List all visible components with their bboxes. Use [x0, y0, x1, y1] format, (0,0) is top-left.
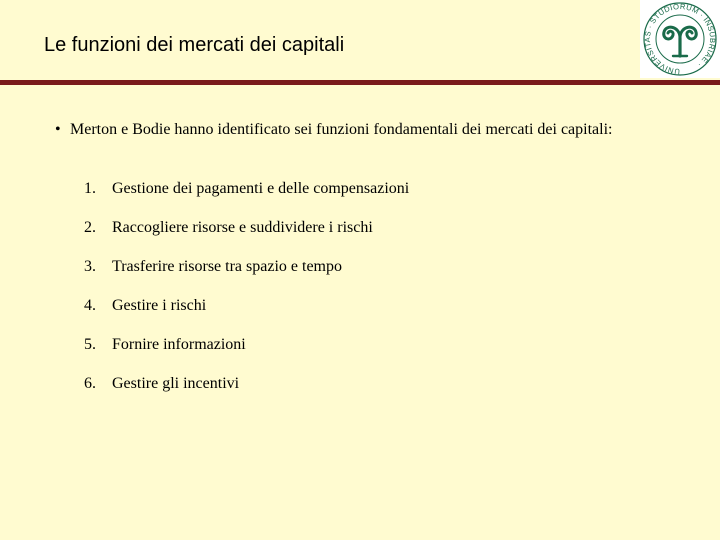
- function-text: Raccogliere risorse e suddividere i rischi: [112, 219, 373, 236]
- slide-title: Le funzioni dei mercati dei capitali: [44, 34, 345, 56]
- function-number: 5.: [84, 336, 96, 353]
- function-text: Gestire gli incentivi: [112, 375, 240, 392]
- function-number: 4.: [84, 297, 96, 314]
- function-item: [84, 178, 409, 217]
- function-number: 6.: [84, 375, 96, 392]
- function-item: [84, 217, 409, 256]
- function-number: 3.: [84, 258, 96, 275]
- function-item: [84, 373, 409, 412]
- bullet-dot: •: [55, 121, 61, 138]
- university-seal-icon: [640, 0, 720, 78]
- intro-bullet: [55, 119, 663, 140]
- intro-text: Merton e Bodie hanno identificato sei funzioni fondamentali dei mercati dei capitali:: [70, 121, 613, 138]
- function-item: [84, 334, 409, 373]
- function-item: [84, 256, 409, 295]
- function-text: Trasferire risorse tra spazio e tempo: [112, 258, 342, 275]
- function-item: [84, 295, 409, 334]
- title-divider: [0, 80, 720, 85]
- seal-ring-text: UNIVERSITAS · STUDIORUM · INSUBRIAE ·: [642, 1, 718, 77]
- function-number: 2.: [84, 219, 96, 236]
- university-seal-graphic: [640, 0, 720, 78]
- function-text: Gestione dei pagamenti e delle compensazioni: [112, 180, 410, 197]
- function-number: 1.: [84, 180, 96, 197]
- functions-list: [84, 178, 409, 412]
- function-text: Gestire i rischi: [112, 297, 207, 314]
- function-text: Fornire informazioni: [112, 336, 246, 353]
